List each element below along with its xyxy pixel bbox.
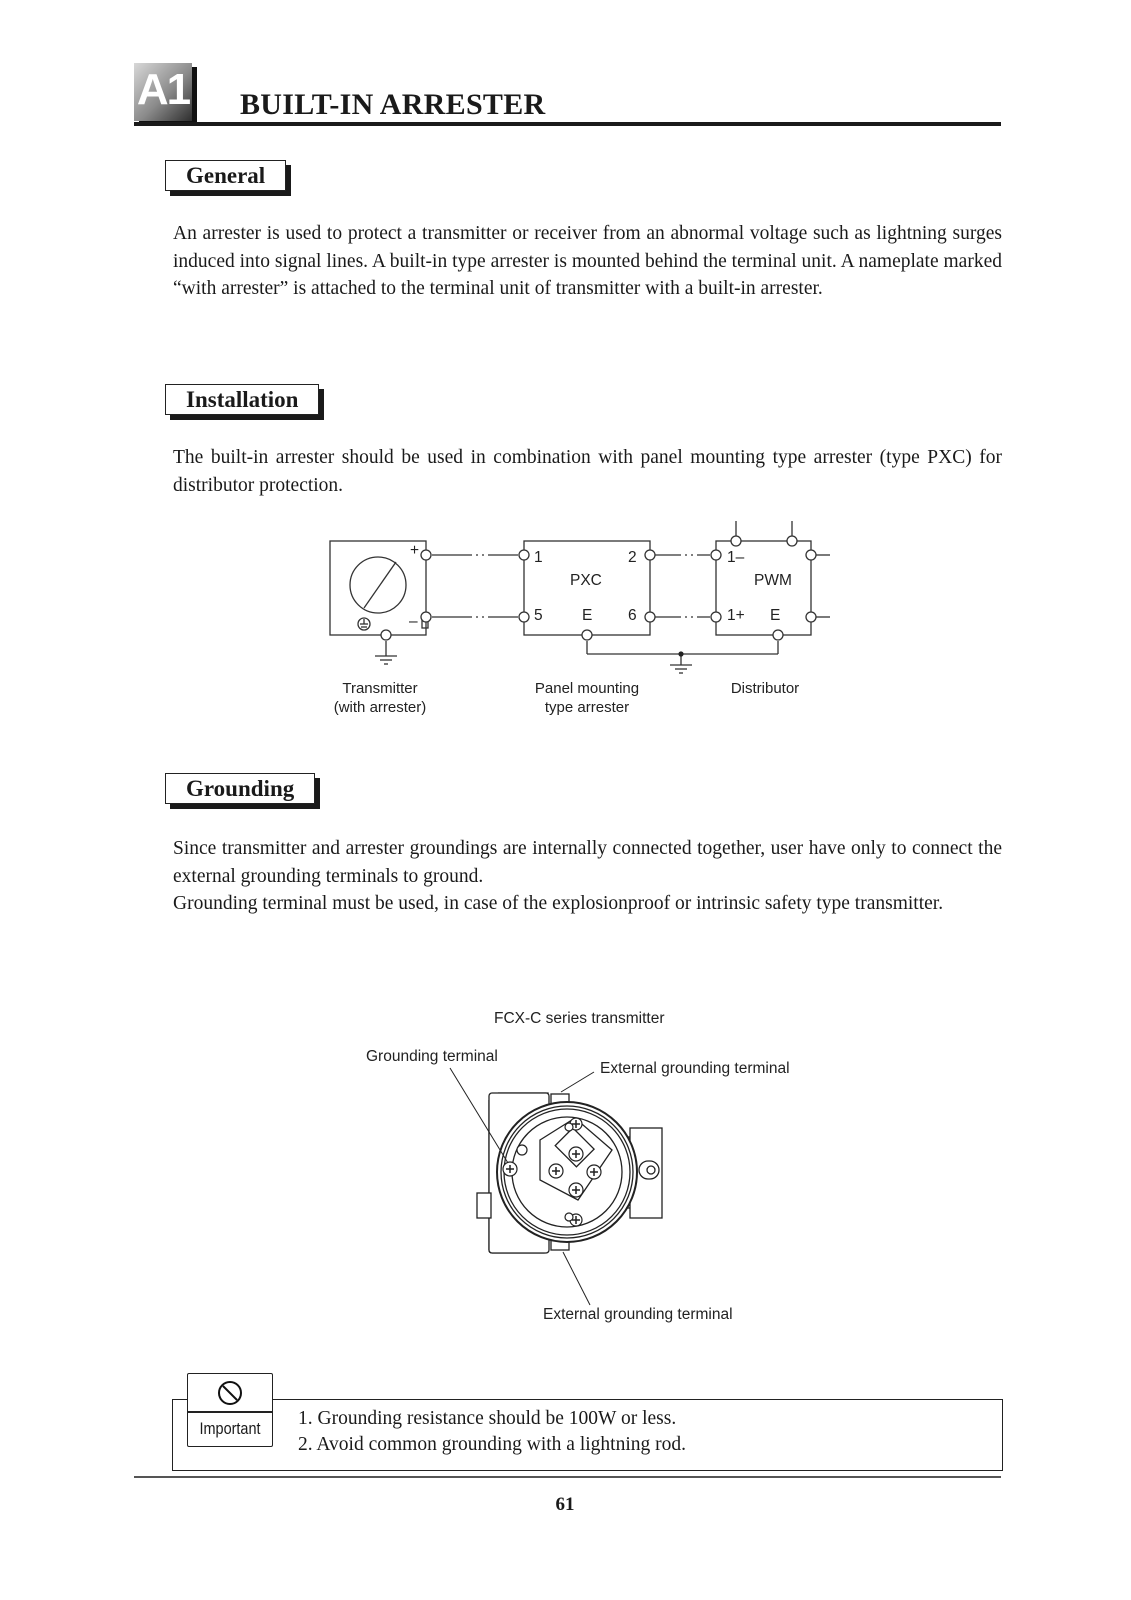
chapter-badge <box>134 63 192 121</box>
section-heading-general: General <box>165 160 286 191</box>
pxc-terminal-5: 5 <box>534 607 543 624</box>
pxc-caption-line2: type arrester <box>544 699 630 716</box>
footer-rule <box>134 1476 1001 1478</box>
general-paragraph: An arrester is used to protect a transmitter or receiver from an abnormal voltage such as lightning surges induced into signal lines. A built-in type arrester is mounted behind the terminal unit. A nameplate marked “with arrester” is attached to the terminal unit of transmitter with a built-in arrester. <box>173 223 1002 299</box>
section-heading-installation: Installation <box>165 384 319 415</box>
grounding-paragraph-1: Since transmitter and arrester groundings are internally connected together, user have only to connect the external grounding terminals to ground. <box>173 838 1002 887</box>
page-number: 61 <box>555 1494 575 1515</box>
pxc-caption-line1: Panel mounting <box>534 680 640 697</box>
section-heading-grounding: Grounding <box>165 773 315 804</box>
transmitter-minus-label: – <box>409 613 418 630</box>
transmitter-figure <box>360 1005 820 1330</box>
distributor-caption: Distributor <box>730 680 800 697</box>
pxc-name: PXC <box>570 572 602 589</box>
callout-external-grounding-top: External grounding terminal <box>600 1060 790 1077</box>
pxc-terminal-e: E <box>582 607 593 624</box>
page-title: BUILT-IN ARRESTER <box>240 88 546 121</box>
title-rule <box>134 122 1001 126</box>
transmitter-caption-line2: (with arrester) <box>333 699 427 716</box>
transmitter-caption <box>320 679 440 717</box>
important-badge <box>187 1373 273 1447</box>
important-item-2: 2. Avoid common grounding with a lightning rod. <box>298 1434 686 1455</box>
important-item-1: 1. Grounding resistance should be 100W or less. <box>298 1408 677 1429</box>
pwm-terminal-plus: 1+ <box>727 607 745 624</box>
pwm-terminal-e: E <box>770 607 781 624</box>
figure-title: FCX-C series transmitter <box>494 1010 665 1027</box>
installation-paragraph: The built-in arrester should be used in combination with panel mounting type arrester (type PXC) for distributor protection. <box>173 447 1002 496</box>
pwm-terminal-minus: 1– <box>727 549 745 566</box>
callout-grounding-terminal: Grounding terminal <box>366 1048 498 1065</box>
chapter-badge-text: A1 <box>136 65 190 114</box>
pxc-terminal-1: 1 <box>534 549 543 566</box>
prohibited-icon <box>188 1374 272 1413</box>
pxc-terminal-6: 6 <box>628 607 637 624</box>
wiring-diagram <box>320 515 840 730</box>
pxc-caption <box>520 679 654 717</box>
callout-external-grounding-bottom: External grounding terminal <box>543 1306 733 1323</box>
pwm-name: PWM <box>754 572 792 589</box>
pxc-terminal-2: 2 <box>628 549 637 566</box>
transmitter-plus-label: + <box>410 542 420 559</box>
grounding-paragraph-2: Grounding terminal must be used, in case of the explosionproof or intrinsic safety type transmitter. <box>173 893 944 914</box>
transmitter-caption-line1: Transmitter <box>342 680 418 697</box>
important-label: Important <box>199 1419 261 1438</box>
